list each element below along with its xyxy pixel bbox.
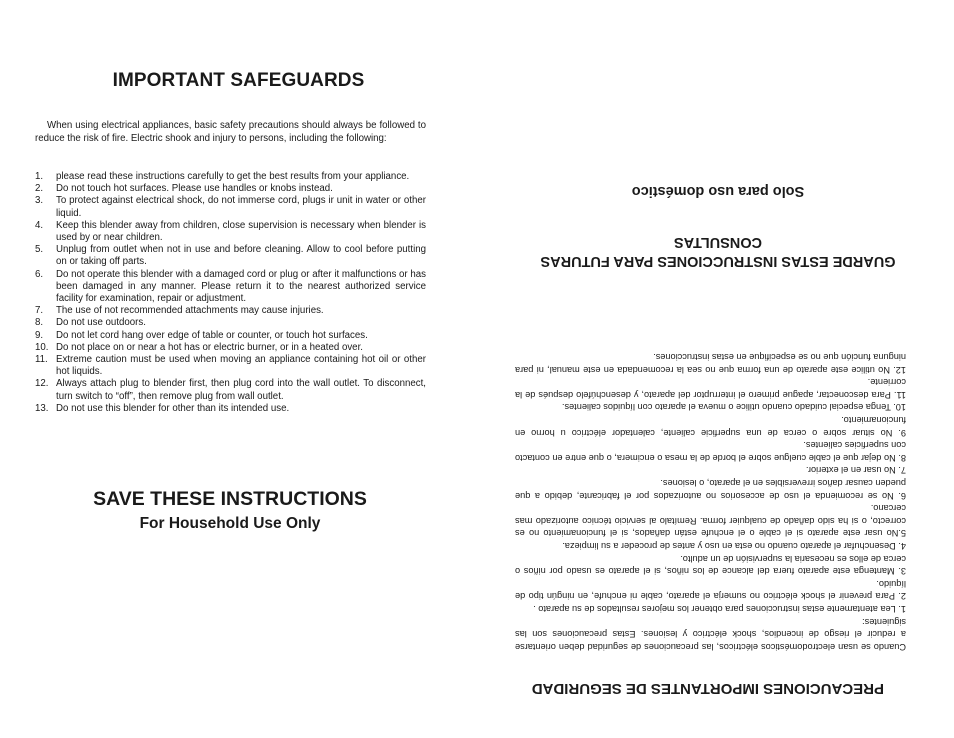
- list-item: [35, 378, 426, 402]
- list-item: 6. No se recomienda el uso de accesorios no autorizados por el fabricante, debido a que pueden causar daños irreversibles en el aparato, o lesiones.: [515, 478, 906, 501]
- item-number: 12.: [35, 378, 49, 390]
- item-number: 9.: [35, 329, 44, 341]
- list-item: [35, 342, 426, 354]
- item-text: The use of not recommended attachments may cause injuries.: [56, 305, 324, 317]
- english-intro: When using electrical appliances, basic safety precautions should always be followed to reduce the risk of fire. Electric shook and injury to persons, including the following:: [35, 120, 426, 144]
- list-item: [35, 269, 426, 306]
- item-number: 2.: [35, 183, 44, 195]
- save-instructions-title: SAVE THESE INSTRUCTIONS: [93, 488, 367, 510]
- list-item: [35, 317, 426, 329]
- list-item: [35, 171, 426, 183]
- list-item: [35, 183, 426, 195]
- item-number: 6.: [35, 268, 44, 280]
- list-item: 11. Para desconectar, apague primero el interruptor del aparato, y desenchúfelo después de la corriente.: [515, 377, 906, 400]
- item-text: Do not touch hot surfaces. Please use handles or knobs instead.: [56, 183, 333, 195]
- item-text: Do not operate this blender with a damaged cord or plug or after it malfunctions or has been damaged in any manner. Please return it to the nearest authorized service facility for examination, repair or adjustment.: [56, 268, 426, 305]
- item-text: Keep this blender away from children, close supervision is necessary when blender is used by or near children.: [56, 219, 426, 244]
- item-number: 1.: [35, 171, 44, 182]
- item-number: 3.: [35, 195, 44, 207]
- item-text: To protect against electrical shock, do not immerse cord, plugs ir unit in water or other liquid.: [56, 195, 426, 219]
- list-item: 10. Tenga especial cuidado cuando utilice o mueva el aparato con líquidos calientes.: [561, 402, 906, 413]
- list-item: [35, 403, 426, 415]
- item-number: 4.: [35, 219, 44, 231]
- list-item: 8. No dejar que el cable cuelgue sobre el borde de la mesa o encimera, o que entre en contacto con superficies calientes.: [515, 440, 906, 463]
- item-text: Always attach plug to blender first, then plug cord into the wall outlet. To disconnect, turn switch to “off”, then remove plug from wall outlet.: [56, 378, 426, 402]
- list-item: 5.No usar este aparato si el cable o el enchufe están dañados, si el funcionamiento no es correcto, o si ha sido dañado de cualquier forma. Remítalo al servicio técnico autorizado mas cercano.: [515, 503, 906, 539]
- solo-uso-domestico-subtitle: Solo para uso doméstico: [631, 183, 805, 199]
- list-item: 12. No utilice este aparato de una forma que no sea la recomendada en este manual, ni para ninguna función que no se especifique en estas instrucciones.: [515, 352, 906, 375]
- guarde-instrucciones-title: GUARDE ESTAS INSTRUCCIONES PARA FUTURAS CONSULTAS: [540, 234, 896, 269]
- item-number: 7.: [35, 305, 44, 317]
- item-number: 13.: [35, 402, 49, 414]
- item-number: 5.: [35, 244, 44, 256]
- english-safeguard-list: [35, 171, 426, 415]
- list-item: [35, 244, 426, 268]
- spanish-safeguard-list: [515, 351, 906, 615]
- item-number: 10.: [35, 341, 49, 353]
- list-item: 9. No situar sobre o cerca de una superficie caliente, calentador eléctrico u horno en funcionamiento.: [515, 415, 906, 438]
- list-item: 2. Para prevenir el shock eléctrico no sumerja el aparato, cable ni enchufe, en ningún tipo de líquido.: [515, 578, 906, 602]
- spanish-page-rotated: [477, 0, 954, 738]
- item-number: 11.: [35, 354, 48, 366]
- list-item: [35, 305, 426, 317]
- item-text: Do not use this blender for other than its intended use.: [56, 402, 290, 414]
- list-item: 1. Lea atentamente estas instrucciones para obtener los mejores resultados de su aparato .: [533, 604, 906, 614]
- item-text: Extreme caution must be used when moving an appliance containing hot oil or other hot liquids.: [56, 354, 426, 378]
- item-number: 8.: [35, 317, 44, 329]
- item-text: Do not use outdoors.: [56, 317, 146, 329]
- spanish-page: [477, 0, 954, 738]
- household-use-subtitle: For Household Use Only: [139, 515, 321, 532]
- list-item: [35, 354, 426, 378]
- list-item: [35, 220, 426, 244]
- english-title: IMPORTANT SAFEGUARDS: [112, 70, 365, 91]
- item-text: Do not let cord hang over edge of table or counter, or touch hot surfaces.: [56, 329, 368, 341]
- list-item: 4. Desenchufar el aparato cuando no esta en uso y antes de proceder a su limpieza.: [562, 541, 906, 552]
- item-text: Do not place on or near a hot has or electric burner, or in a heated over.: [56, 341, 363, 353]
- list-item: 3. Mantenga este aparato fuera del alcance de los niños, si el aparato es usado por niños o cerca de ellos es necesaria la supervisión de un adulto.: [515, 553, 906, 577]
- list-item: [35, 195, 426, 219]
- item-text: Unplug from outlet when not in use and before cleaning. Allow to cool before putting on or taking off parts.: [56, 244, 426, 268]
- spanish-title: PRECAUCIONES IMPORTANTES DE SEGURIDAD: [531, 680, 884, 697]
- item-text: please read these instructions carefully to get the best results from your appliance.: [56, 171, 410, 182]
- list-item: [35, 330, 426, 342]
- list-item: 7. No usar en el exterior.: [805, 465, 906, 476]
- spanish-intro: Cuando se usan electrodomésticos eléctricos, las precauciones de seguridad deben orientarse a reducir el riesgo de incendios, shock eléctrico y lesiones. Estas precauciones son las siguientes:: [515, 616, 906, 652]
